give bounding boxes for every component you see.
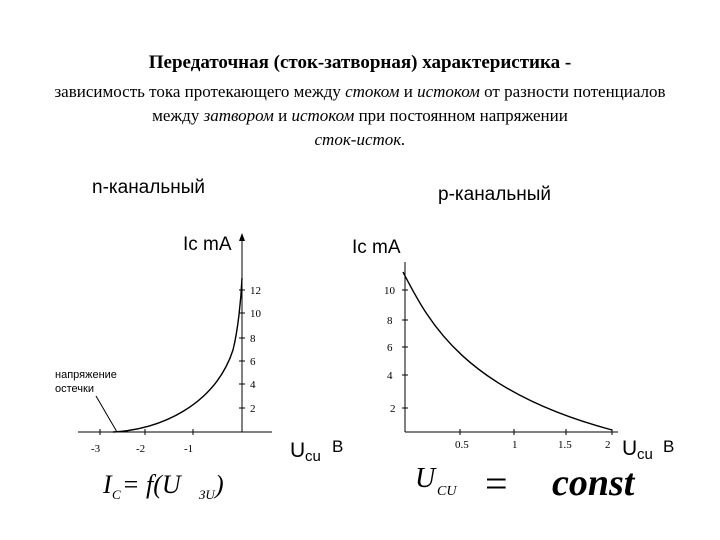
x-tick-label: 0.5 [455, 439, 469, 451]
x-tick-label: 1.5 [558, 439, 572, 451]
svg-text:U: U [622, 437, 638, 460]
svg-text:B: B [663, 437, 675, 456]
y-tick-label: 4 [387, 370, 393, 382]
n-channel-x-axis-label [290, 437, 343, 465]
x-tick-label: -2 [136, 443, 146, 455]
formula-transfer-function [102, 470, 224, 502]
n-channel-curve [113, 278, 242, 432]
y-tick-label: 8 [387, 315, 393, 327]
svg-text:=: = [485, 461, 508, 506]
cutoff-annotation-line2: остечки [55, 383, 94, 395]
y-tick-label: 10 [250, 308, 261, 320]
page-title: Передаточная (сток-затворная) характеристика - [148, 52, 572, 73]
svg-text:): ) [215, 470, 224, 499]
p-channel-y-ticks [384, 285, 408, 415]
svg-text:C: C [112, 487, 121, 502]
n-channel-label: n-канальный [92, 177, 205, 198]
y-tick-label: 10 [384, 285, 395, 297]
y-tick-label: 4 [250, 379, 256, 391]
y-tick-label: 2 [250, 403, 256, 415]
definition-text: зависимость тока протекающего между стоком и истоком от разности потенциалов между затвором и истоком при постоянном напряжении сток-исток. [54, 82, 666, 149]
svg-text:ЗU: ЗU [199, 487, 215, 502]
svg-text:cu: cu [637, 446, 653, 463]
svg-text:= f(U: = f(U [122, 470, 181, 499]
p-channel-label: p-канальный [438, 184, 551, 205]
x-tick-label: -1 [184, 443, 194, 455]
p-channel-x-axis-label [622, 437, 674, 463]
y-tick-label: 2 [390, 403, 396, 415]
p-channel-y-axis-label: Ic mA [352, 237, 401, 258]
cutoff-annotation-line1: напряжение [55, 369, 117, 381]
x-tick-label: 2 [605, 439, 611, 451]
x-tick-label: 1 [512, 439, 518, 451]
svg-text:U: U [290, 439, 306, 462]
y-tick-label: 8 [250, 333, 256, 345]
n-channel-x-ticks [91, 429, 193, 455]
y-tick-label: 6 [387, 342, 393, 354]
svg-text:const: const [552, 462, 635, 504]
y-tick-label: 6 [250, 356, 256, 368]
svg-text:CU: CU [437, 484, 457, 499]
cutoff-pointer-line [96, 396, 117, 432]
n-channel-y-axis-label: Ic mA [183, 234, 232, 255]
svg-text:B: B [332, 437, 344, 456]
svg-text:U: U [415, 463, 436, 494]
svg-text:cu: cu [305, 448, 321, 465]
p-channel-curve [403, 272, 612, 430]
x-tick-label: -3 [91, 443, 101, 455]
svg-text:I: I [103, 470, 112, 499]
y-tick-label: 12 [250, 285, 261, 297]
formula-constant-voltage [415, 461, 636, 506]
